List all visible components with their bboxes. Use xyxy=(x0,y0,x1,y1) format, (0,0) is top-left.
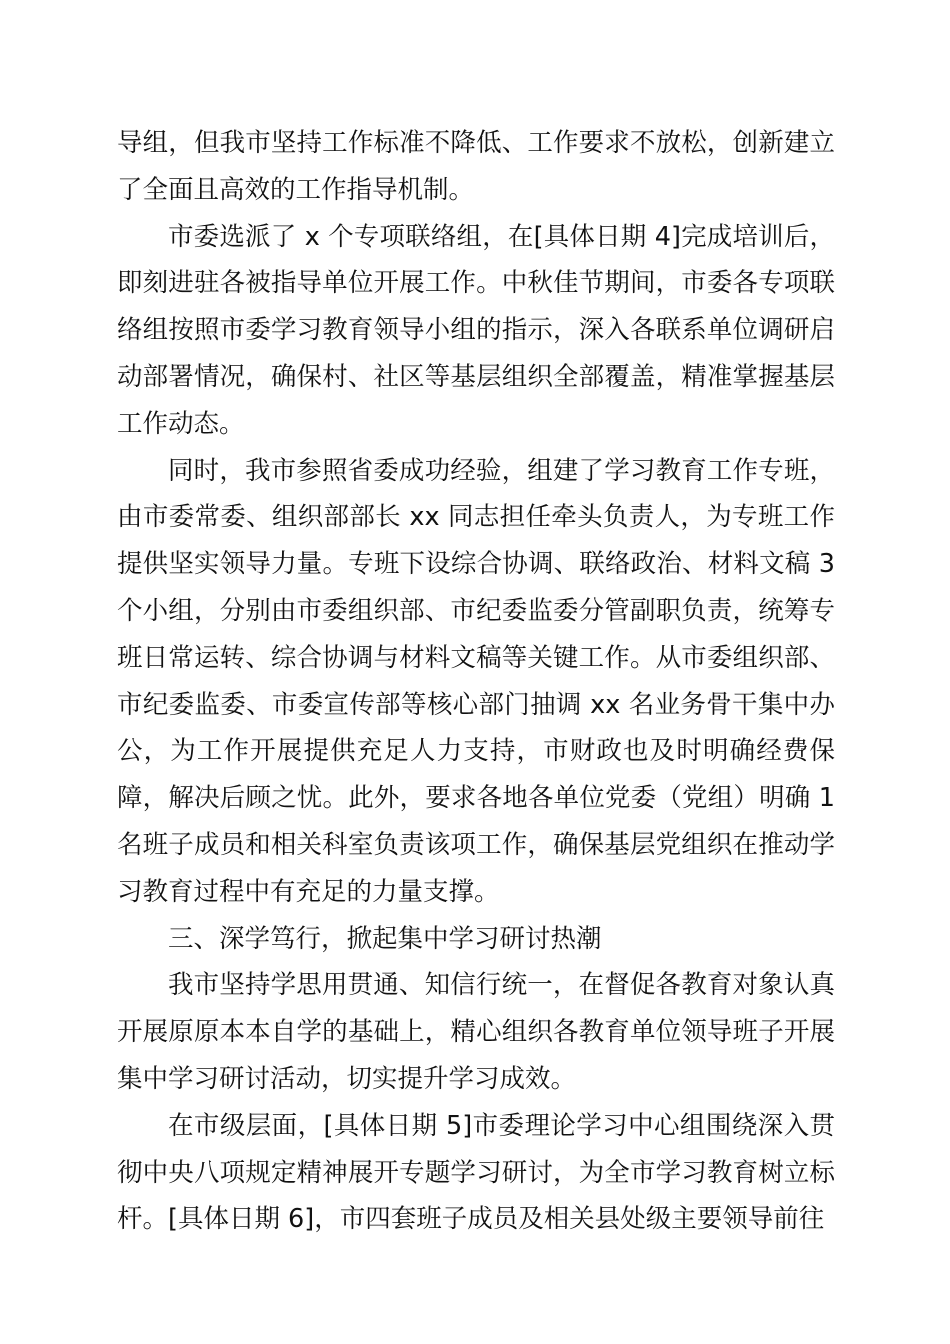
paragraph-continuation: 导组，但我市坚持工作标准不降低、工作要求不放松，创新建立了全面且高效的工作指导机制。 xyxy=(117,128,835,205)
document-body xyxy=(117,120,835,1243)
paragraph-city-level: 在市级层面，[具体日期 5]市委理论学习中心组围绕深入贯彻中央八项规定精神展开专题学习研讨，为全市学习教育树立标杆。[具体日期 6]，市四套班子成员及相关县处级主要领导前往 xyxy=(117,1110,835,1235)
paragraph-liaison-groups: 市委选派了 x 个专项联络组，在[具体日期 4]完成培训后，即刻进驻各被指导单位开展工作。中秋佳节期间，市委各专项联络组按照市委学习教育领导小组的指示，深入各联系单位调研启动部署情况，确保村、社区等基层组织全部覆盖，精准掌握基层工作动态。 xyxy=(117,221,835,439)
paragraph-task-force: 同时，我市参照省委成功经验，组建了学习教育工作专班，由市委常委、组织部部长 xx 同志担任牵头负责人，为专班工作提供坚实领导力量。专班下设综合协调、联络政治、材料文稿 3 个小组，分别由市委组织部、市纪委监委分管副职负责，统筹专班日常运转、综合协调与材料文稿等关键工作。从市委组织部、市纪委监委、市委宣传部等核心部门抽调 xx 名业务骨干集中办公，为工作开展提供充足人力支持，市财政也及时明确经费保障，解决后顾之忧。此外，要求各地各单位党委（党组）明确 1 名班子成员和相关科室负责该项工作，确保基层党组织在推动学习教育过程中有充足的力量支撑。 xyxy=(117,455,835,907)
paragraph-study-seminar: 我市坚持学思用贯通、知信行统一，在督促各教育对象认真开展原原本本自学的基础上，精心组织各教育单位领导班子开展集中学习研讨活动，切实提升学习成效。 xyxy=(117,970,835,1094)
section-heading-3: 三、深学笃行，掀起集中学习研讨热潮 xyxy=(168,923,602,954)
